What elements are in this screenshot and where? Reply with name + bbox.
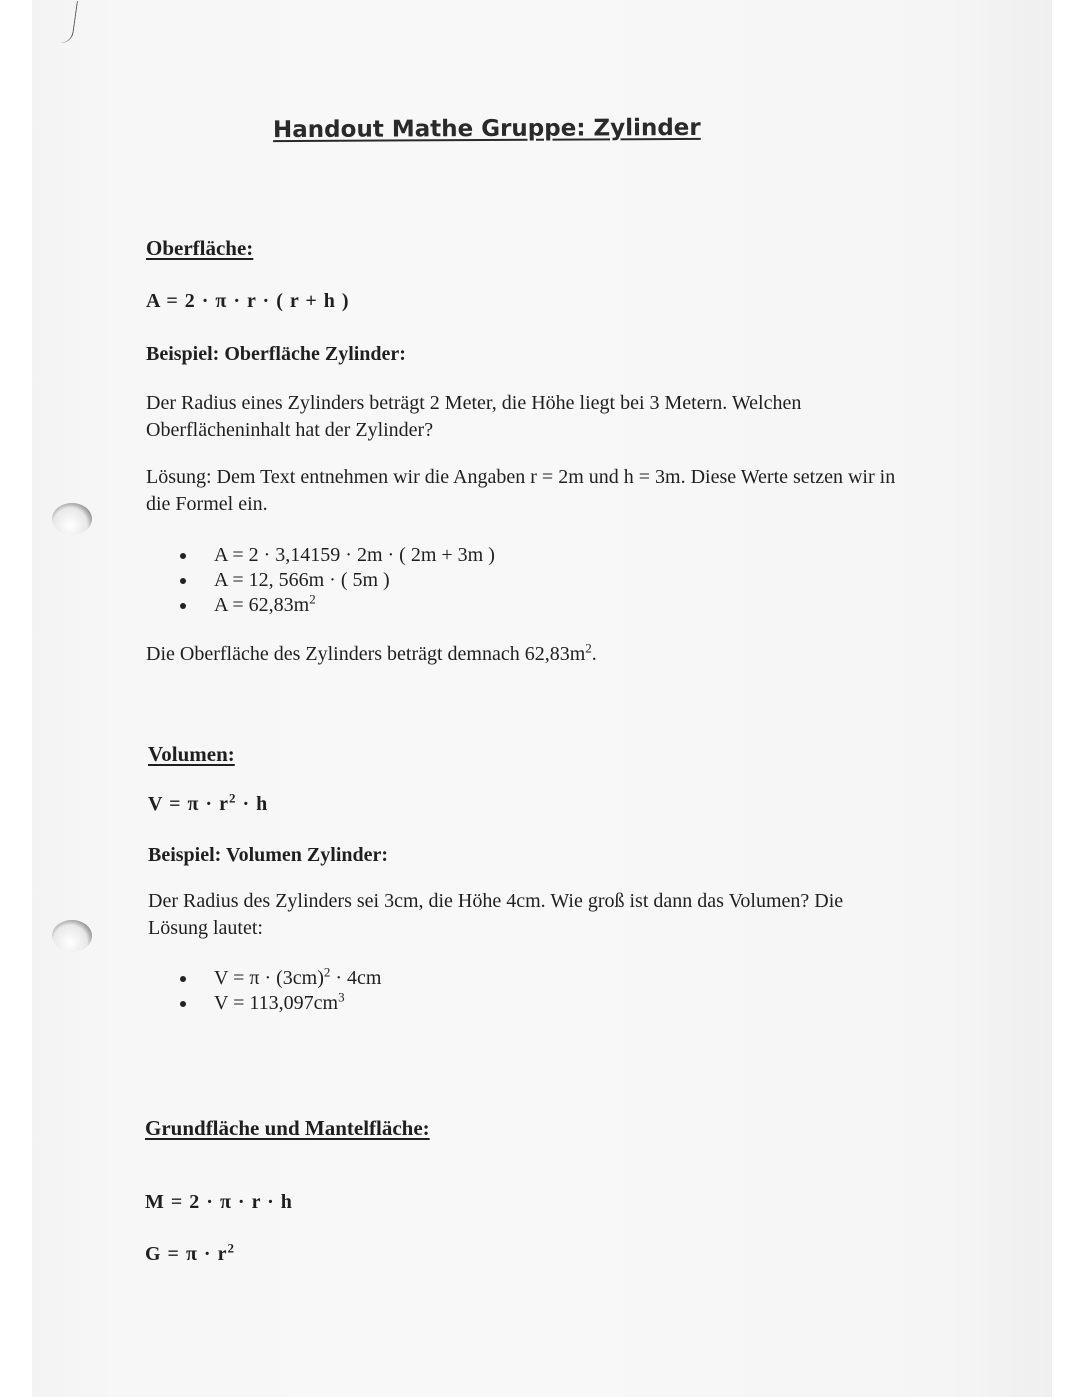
task-line: Der Radius eines Zylinders beträgt 2 Meter, die Höhe liegt bei 3 Metern. Welchen — [146, 392, 802, 414]
conclusion-period: . — [591, 643, 597, 665]
calculation-steps-volumen — [180, 966, 381, 1016]
section-heading-oberflaeche: Oberfläche: — [146, 236, 254, 260]
formula-volumen — [148, 790, 269, 816]
exponent: 2 — [585, 640, 592, 656]
formula-mantelflaeche: M = 2 · π · r · h — [145, 1191, 293, 1213]
step-text: A = 12, 566m · ( 5m ) — [214, 569, 390, 591]
solution-line: die Formel ein. — [146, 493, 268, 515]
calculation-steps-oberflaeche — [180, 543, 495, 618]
exponent: 2 — [323, 964, 331, 980]
task-line: Lösung lautet: — [148, 917, 263, 939]
formula-grundflaeche — [145, 1240, 235, 1266]
punch-hole-icon — [52, 920, 92, 952]
calculation-step — [180, 593, 495, 618]
example-heading-volumen: Beispiel: Volumen Zylinder: — [148, 844, 389, 866]
solution-oberflaeche — [146, 464, 1026, 518]
exponent: 3 — [338, 989, 345, 1005]
step-text: V = π · (3cm) — [214, 967, 324, 989]
calculation-step — [180, 543, 495, 568]
formula-text: V = π · r — [148, 793, 229, 815]
step-text: · 4cm — [330, 967, 382, 989]
task-line: Oberflächeninhalt hat der Zylinder? — [146, 419, 434, 441]
exponent: 2 — [227, 1240, 235, 1256]
section-heading-volumen: Volumen: — [148, 742, 235, 766]
calculation-step — [180, 991, 381, 1016]
calculation-step — [180, 966, 381, 991]
step-text: A = 2 · 3,14159 · 2m · ( 2m + 3m ) — [214, 544, 495, 566]
paper-sheet — [32, 0, 1052, 1397]
calculation-step — [180, 568, 495, 593]
page-left-margin — [0, 0, 32, 1397]
conclusion-oberflaeche — [146, 641, 597, 668]
exponent: 2 — [309, 591, 316, 607]
step-text: A = 62,83m — [214, 594, 310, 616]
punch-hole-icon — [52, 503, 92, 535]
formula-text: · h — [236, 793, 269, 815]
task-line: Der Radius des Zylinders sei 3cm, die Höhe 4cm. Wie groß ist dann das Volumen? Die — [148, 890, 844, 912]
document-title: Handout Mathe Gruppe: Zylinder — [272, 114, 701, 144]
step-text: V = 113,097cm — [214, 992, 339, 1014]
example-task-volumen — [148, 888, 1028, 942]
exponent: 2 — [228, 790, 237, 806]
example-heading-oberflaeche: Beispiel: Oberfläche Zylinder: — [146, 343, 406, 365]
section-heading-grund-mantel: Grundfläche und Mantelfläche: — [145, 1116, 430, 1140]
formula-oberflaeche: A = 2 · π · r · ( r + h ) — [146, 290, 350, 312]
formula-text: G = π · r — [145, 1243, 228, 1265]
conclusion-text: Die Oberfläche des Zylinders beträgt demnach 62,83m — [146, 643, 586, 665]
solution-line: Lösung: Dem Text entnehmen wir die Angaben r = 2m und h = 3m. Diese Werte setzen wir in — [146, 466, 896, 488]
example-task-oberflaeche — [146, 390, 1026, 444]
